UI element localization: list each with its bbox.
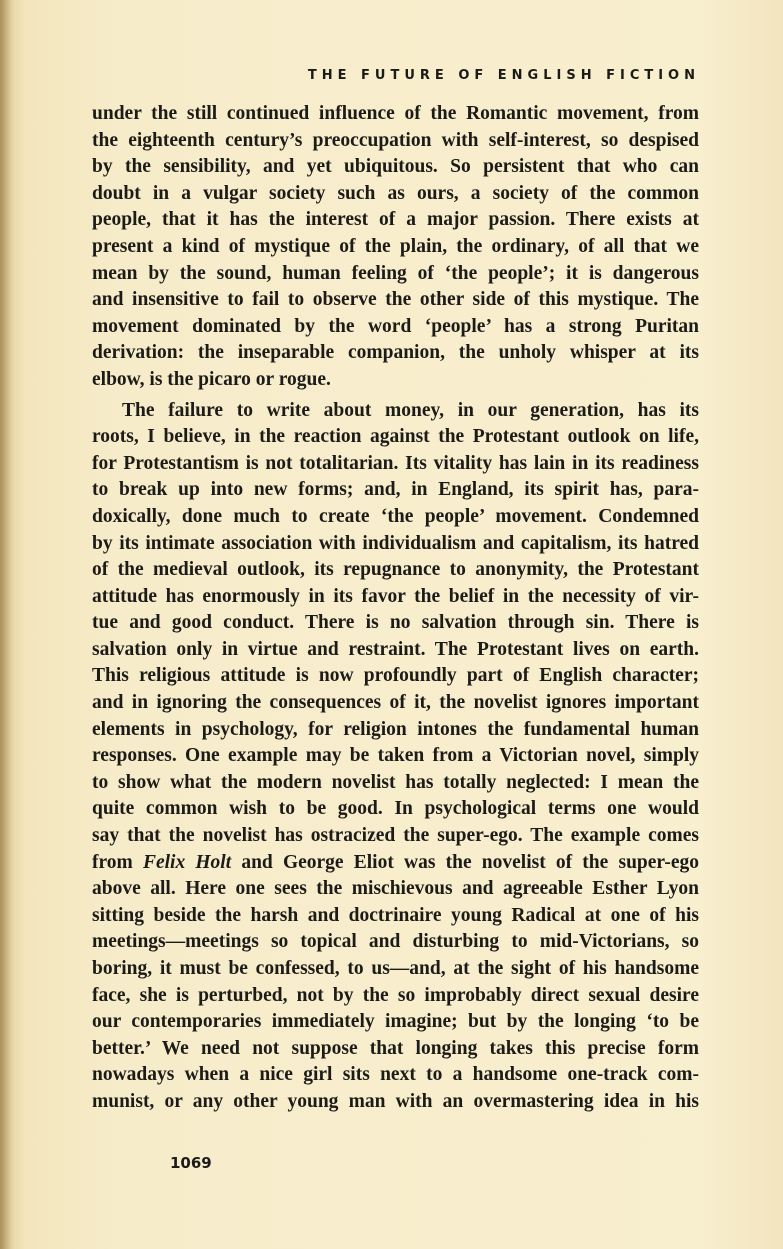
running-head: THE FUTURE OF ENGLISH FICTION [307, 68, 700, 83]
text-line: movement dominated by the word ‘people’ has a strong Puritan [92, 315, 699, 337]
text-line: derivation: the inseparable companion, the unholy whisper at its [92, 342, 699, 364]
text-line: elbow, is the picaro or rogue. [92, 368, 331, 390]
text-line: above all. Here one sees the mischievous and agreeable Esther Lyon [92, 878, 699, 900]
text-line: quite common wish to be good. In psychological terms one would [92, 798, 699, 820]
text-line: doubt in a vulgar society such as ours, a society of the common [92, 182, 699, 204]
text-line: to break up into new forms; and, in England, its spirit has, para- [92, 479, 699, 501]
text-line: people, that it has the interest of a major passion. There exists at [92, 209, 699, 231]
gutter-shadow [0, 0, 14, 1249]
body-text [92, 101, 699, 1120]
text-line-with-title: from Felix Holt and George Eliot was the novelist of the super-ego [92, 851, 699, 873]
text-line: nowadays when a nice girl sits next to a handsome one-track com- [92, 1064, 699, 1086]
text-line: by its intimate association with individualism and capitalism, its hatred [92, 532, 699, 554]
text-line: say that the novelist has ostracized the super-ego. The example comes [92, 825, 699, 847]
text-line: sitting beside the harsh and doctrinaire young Radical at one of his [92, 904, 699, 926]
text-line: doxically, done much to create ‘the people’ movement. Condemned [92, 505, 699, 527]
text-line: elements in psychology, for religion intones the fundamental human [92, 718, 699, 740]
text-line: face, she is perturbed, not by the so improbably direct sexual desire [92, 984, 699, 1006]
text-line: and insensitive to fail to observe the other side of this mystique. The [92, 289, 699, 311]
text-line: This religious attitude is now profoundly part of English character; [92, 665, 699, 687]
text-line: and in ignoring the consequences of it, the novelist ignores important [92, 692, 699, 714]
page-number: 1069 [170, 1154, 212, 1172]
text-line: of the medieval outlook, its repugnance to anonymity, the Protestant [92, 559, 699, 581]
text-line: by the sensibility, and yet ubiquitous. So persistent that who can [92, 156, 699, 178]
text-line: under the still continued influence of the Romantic movement, from [92, 103, 699, 124]
text-line: for Protestantism is not totalitarian. Its vitality has lain in its readiness [92, 452, 699, 474]
text-line: our contemporaries immediately imagine; but by the longing ‘to be [92, 1011, 699, 1033]
text-line: mean by the sound, human feeling of ‘the people’; it is dangerous [92, 262, 699, 284]
text-line: the eighteenth century’s preoccupation with self-interest, so despised [92, 129, 699, 151]
paragraph-1 [92, 101, 699, 394]
text-line: to show what the modern novelist has totally neglected: I mean the [92, 771, 699, 793]
text-line: The failure to write about money, in our generation, has its [122, 399, 699, 421]
text-line: present a kind of mystique of the plain, the ordinary, of all that we [92, 235, 699, 257]
text-line: tue and good conduct. There is no salvation through sin. There is [92, 612, 699, 634]
text-line: meetings—meetings so topical and disturbing to mid-Victorians, so [92, 931, 699, 953]
text-line: attitude has enormously in its favor the belief in the necessity of vir- [92, 585, 699, 607]
text-line: boring, it must be confessed, to us—and, at the sight of his handsome [92, 958, 699, 979]
text-line: better.’ We need not suppose that longing takes this precise form [92, 1037, 699, 1059]
text-line: roots, I believe, in the reaction against the Protestant outlook on life, [92, 426, 699, 448]
paragraph-2 [92, 398, 699, 1116]
text-line: responses. One example may be taken from a Victorian novel, simply [92, 745, 699, 767]
text-line: munist, or any other young man with an overmastering idea in his [92, 1090, 699, 1112]
text-line: salvation only in virtue and restraint. The Protestant lives on earth. [92, 638, 699, 660]
